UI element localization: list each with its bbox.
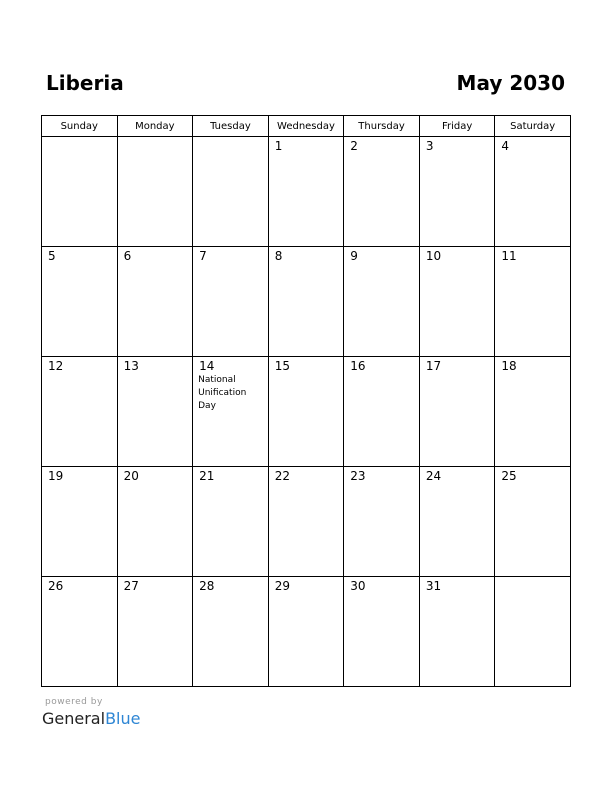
week-row (42, 357, 571, 467)
day-number: 4 (501, 139, 510, 153)
day-cell (117, 467, 193, 577)
day-number: 14 (199, 359, 215, 373)
day-cell (495, 137, 571, 247)
weekday-header: Thursday (344, 116, 420, 137)
brand-general-text: General (42, 709, 106, 728)
day-cell (268, 467, 344, 577)
day-number: 20 (123, 469, 139, 483)
day-cell (193, 137, 269, 247)
day-number: 17 (425, 359, 442, 373)
month-year-title: May 2030 (456, 71, 565, 95)
generalblue-logo[interactable] (42, 709, 140, 728)
day-number: 18 (501, 359, 517, 373)
day-number: 19 (48, 469, 64, 483)
brand-blue-text: Blue (105, 709, 141, 728)
holiday-label: National Unification Day (198, 375, 247, 411)
day-cell (419, 247, 495, 357)
day-number: 30 (350, 579, 366, 593)
day-cell (42, 137, 118, 247)
day-number: 5 (48, 249, 56, 263)
day-cell (193, 247, 269, 357)
day-cell (419, 137, 495, 247)
day-cell (117, 137, 193, 247)
day-number: 27 (123, 579, 139, 593)
day-cell (419, 577, 495, 687)
weekday-header: Friday (419, 116, 495, 137)
country-title: Liberia (46, 71, 124, 95)
day-number: 12 (48, 359, 64, 373)
day-cell (419, 467, 495, 577)
day-cell (42, 247, 118, 357)
day-cell (344, 577, 420, 687)
calendar-grid (41, 115, 571, 687)
day-number: 13 (123, 359, 139, 373)
day-number: 15 (274, 359, 290, 373)
day-cell (268, 137, 344, 247)
day-number: 26 (48, 579, 64, 593)
day-cell (117, 577, 193, 687)
day-cell (42, 577, 118, 687)
day-cell (193, 357, 269, 467)
day-cell (268, 577, 344, 687)
day-cell (344, 357, 420, 467)
day-cell (495, 467, 571, 577)
week-row (42, 467, 571, 577)
day-cell (495, 247, 571, 357)
day-cell (117, 357, 193, 467)
weekday-header: Tuesday (193, 116, 269, 137)
weekday-header-row (42, 116, 571, 137)
day-number: 9 (350, 249, 358, 263)
day-number: 3 (425, 139, 434, 153)
day-cell (193, 467, 269, 577)
day-number: 28 (199, 579, 215, 593)
day-cell (495, 357, 571, 467)
day-number: 21 (199, 469, 215, 483)
day-number: 22 (274, 469, 290, 483)
day-cell (419, 357, 495, 467)
day-cell (344, 467, 420, 577)
day-cell (42, 357, 118, 467)
weekday-header: Wednesday (268, 116, 344, 137)
day-number: 8 (274, 249, 283, 263)
day-cell (117, 247, 193, 357)
day-number: 2 (350, 139, 358, 153)
week-row (42, 137, 571, 247)
day-cell (268, 357, 344, 467)
day-number: 10 (425, 249, 442, 263)
day-cell (193, 577, 269, 687)
day-number: 7 (199, 249, 207, 263)
day-cell (268, 247, 344, 357)
day-number: 31 (425, 579, 442, 593)
powered-by-label: powered by (45, 697, 103, 707)
week-row (42, 577, 571, 687)
day-cell (344, 247, 420, 357)
weekday-header: Saturday (495, 116, 571, 137)
week-row (42, 247, 571, 357)
day-number: 11 (501, 249, 517, 263)
day-number: 1 (274, 139, 283, 153)
day-number: 6 (123, 249, 132, 263)
day-number: 29 (274, 579, 290, 593)
day-cell (495, 577, 571, 687)
day-number: 23 (350, 469, 366, 483)
day-cell (42, 467, 118, 577)
weekday-header: Monday (117, 116, 193, 137)
day-cell (344, 137, 420, 247)
weekday-header: Sunday (42, 116, 118, 137)
day-number: 24 (425, 469, 442, 483)
day-number: 25 (501, 469, 517, 483)
day-number: 16 (350, 359, 366, 373)
